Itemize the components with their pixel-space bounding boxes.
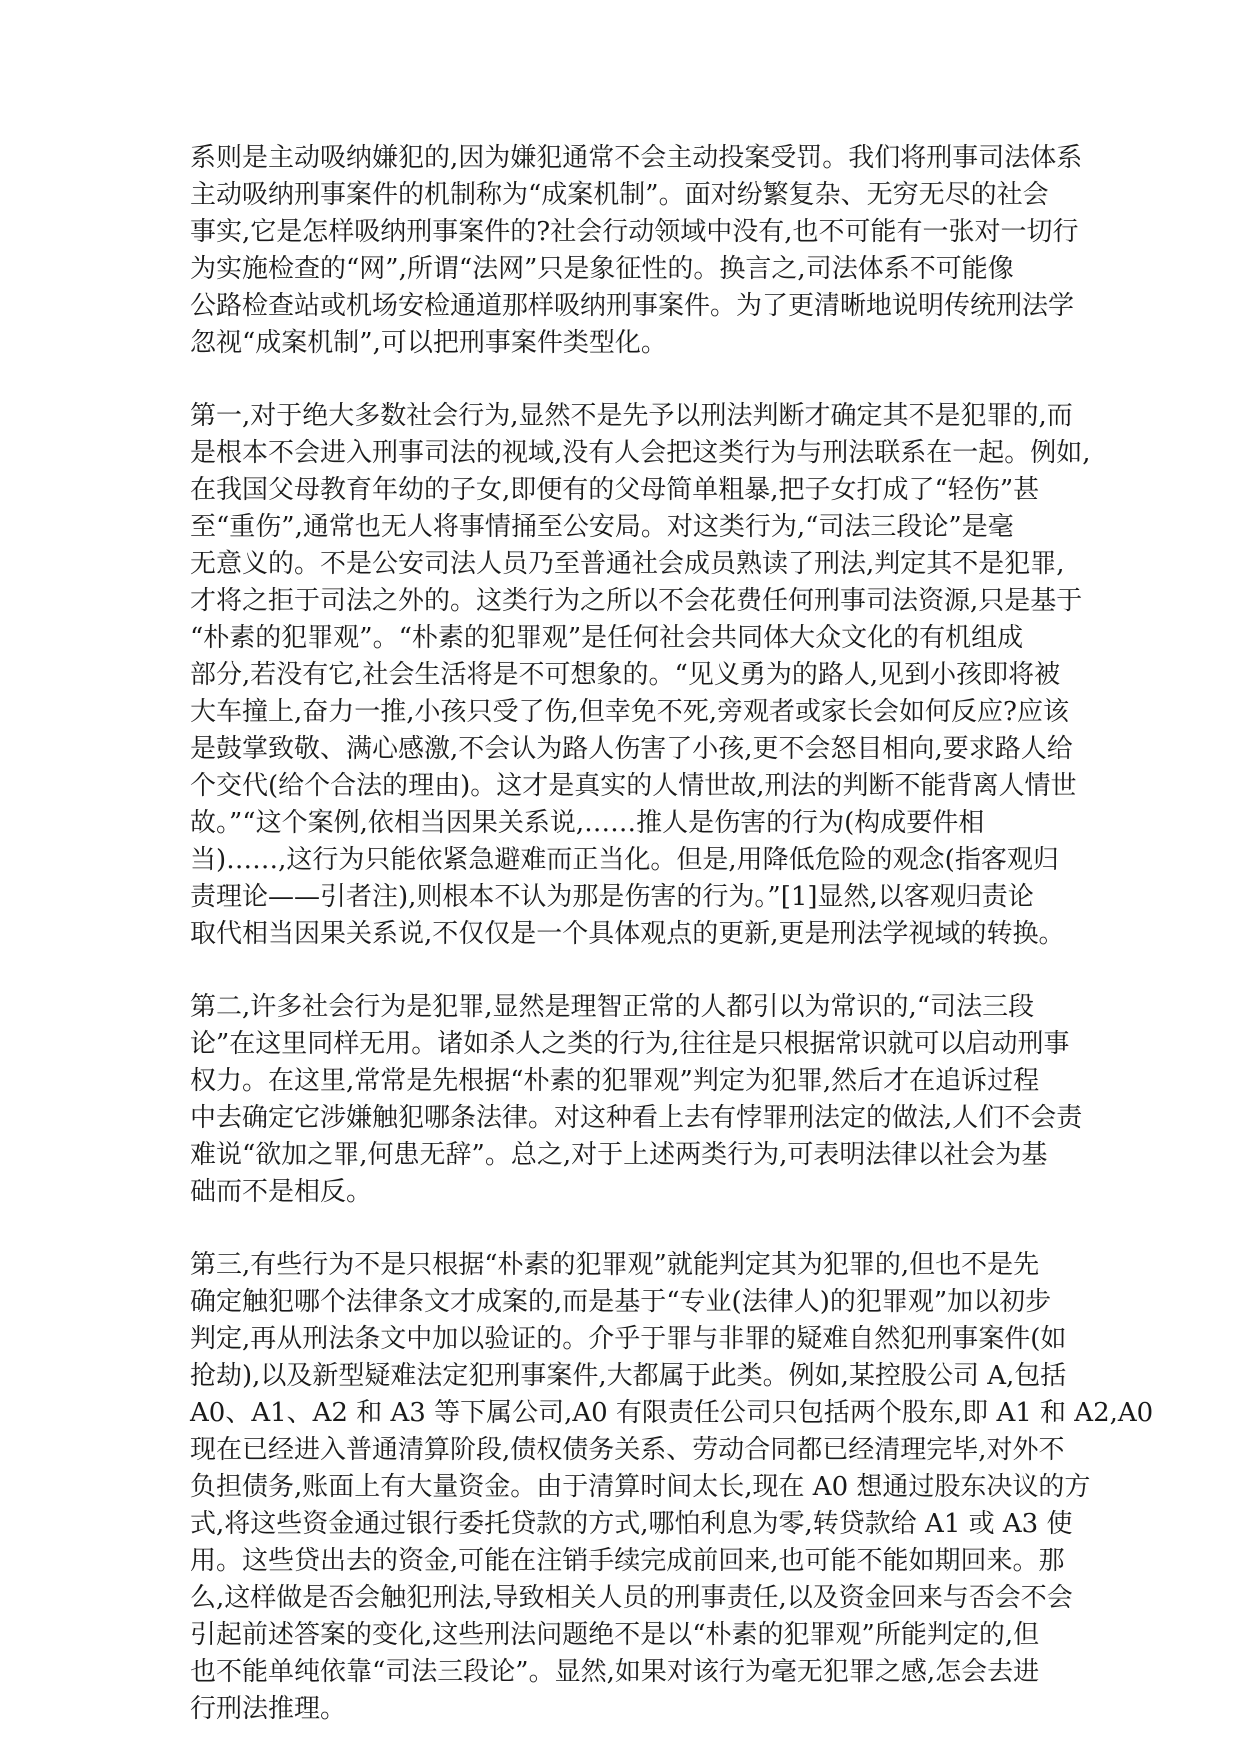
text-line: 系则是主动吸纳嫌犯的,因为嫌犯通常不会主动投案受罚。我们将刑事司法体系 [190, 143, 1083, 173]
text-line: 取代相当因果关系说,不仅仅是一个具体观点的更新,更是刑法学视域的转换。 [190, 919, 1065, 949]
text-line: 为实施检查的“网”,所谓“法网”只是象征性的。换言之,司法体系不可能像 [190, 254, 1014, 284]
text-line: 第一,对于绝大多数社会行为,显然不是先予以刑法判断才确定其不是犯罪的,而 [190, 401, 1073, 431]
text-line: 当)……,这行为只能依紧急避难而正当化。但是,用降低危险的观念(指客观归 [190, 845, 1059, 875]
text-line: 故。”“这个案例,依相当因果关系说,……推人是伤害的行为(构成要件相 [190, 808, 985, 838]
text-line: 无意义的。不是公安司法人员乃至普通社会成员熟读了刑法,判定其不是犯罪, [190, 549, 1065, 579]
text-line: 式,将这些资金通过银行委托贷款的方式,哪怕利息为零,转贷款给 A1 或 A3 使 [190, 1509, 1073, 1539]
text-line: 部分,若没有它,社会生活将是不可想象的。“见义勇为的路人,见到小孩即将被 [190, 660, 1061, 690]
text-line: 论”在这里同样无用。诸如杀人之类的行为,往往是只根据常识就可以启动刑事 [190, 1029, 1070, 1059]
text-line: 第二,许多社会行为是犯罪,显然是理智正常的人都引以为常识的,“司法三段 [190, 992, 1035, 1022]
text-line: 第三,有些行为不是只根据“朴素的犯罪观”就能判定其为犯罪的,但也不是先 [190, 1250, 1040, 1280]
paragraph [190, 1247, 1154, 1728]
text-line: 至“重伤”,通常也无人将事情捅至公安局。对这类行为,“司法三段论”是毫 [190, 512, 1014, 542]
paragraph [190, 989, 1083, 1211]
text-line: 判定,再从刑法条文中加以验证的。介乎于罪与非罪的疑难自然犯刑事案件(如 [190, 1324, 1067, 1354]
text-line: 中去确定它涉嫌触犯哪条法律。对这种看上去有悖罪刑法定的做法,人们不会责 [190, 1103, 1083, 1133]
paragraph [190, 140, 1083, 362]
text-line: 大车撞上,奋力一推,小孩只受了伤,但幸免不死,旁观者或家长会如何反应?应该 [190, 697, 1069, 727]
text-line: 在我国父母教育年幼的子女,即便有的父母简单粗暴,把子女打成了“轻伤”甚 [190, 475, 1040, 505]
document-body [190, 140, 1154, 1764]
text-line: 是根本不会进入刑事司法的视域,没有人会把这类行为与刑法联系在一起。例如, [190, 438, 1091, 468]
text-line: A0、A1、A2 和 A3 等下属公司,A0 有限责任公司只包括两个股东,即 A1 和 A2,A0 [190, 1398, 1154, 1428]
text-line: 行刑法推理。 [190, 1694, 347, 1724]
text-line: 是鼓掌致敬、满心感激,不会认为路人伤害了小孩,更不会怒目相向,要求路人给 [190, 734, 1073, 764]
text-line: 个交代(给个合法的理由)。这才是真实的人情世故,刑法的判断不能背离人情世 [190, 771, 1077, 801]
text-line: 权力。在这里,常常是先根据“朴素的犯罪观”判定为犯罪,然后才在追诉过程 [190, 1066, 1040, 1096]
text-line: 主动吸纳刑事案件的机制称为“成案机制”。面对纷繁复杂、无穷无尽的社会 [190, 180, 1049, 210]
text-line: 责理论——引者注),则根本不认为那是伤害的行为。”[1]显然,以客观归责论 [190, 882, 1034, 912]
text-line: 引起前述答案的变化,这些刑法问题绝不是以“朴素的犯罪观”所能判定的,但 [190, 1620, 1040, 1650]
text-line: 确定触犯哪个法律条文才成案的,而是基于“专业(法律人)的犯罪观”加以初步 [190, 1287, 1052, 1317]
text-line: 现在已经进入普通清算阶段,债权债务关系、劳动合同都已经清理完毕,对外不 [190, 1435, 1065, 1465]
paragraph [190, 398, 1091, 953]
text-line: 才将之拒于司法之外的。这类行为之所以不会花费任何刑事司法资源,只是基于 [190, 586, 1083, 616]
text-line: “朴素的犯罪观”。“朴素的犯罪观”是任何社会共同体大众文化的有机组成 [190, 623, 1024, 653]
text-line: 难说“欲加之罪,何患无辞”。总之,对于上述两类行为,可表明法律以社会为基 [190, 1140, 1048, 1170]
text-line: 事实,它是怎样吸纳刑事案件的?社会行动领域中没有,也不可能有一张对一切行 [190, 217, 1079, 247]
text-line: 抢劫),以及新型疑难法定犯刑事案件,大都属于此类。例如,某控股公司 A,包括 [190, 1361, 1067, 1391]
text-line: 负担债务,账面上有大量资金。由于清算时间太长,现在 A0 想通过股东决议的方 [190, 1472, 1091, 1502]
text-line: 公路检查站或机场安检通道那样吸纳刑事案件。为了更清晰地说明传统刑法学 [190, 291, 1075, 321]
text-line: 用。这些贷出去的资金,可能在注销手续完成前回来,也可能不能如期回来。那 [190, 1546, 1065, 1576]
text-line: 么,这样做是否会触犯刑法,导致相关人员的刑事责任,以及资金回来与否会不会 [190, 1583, 1073, 1613]
text-line: 也不能单纯依靠“司法三段论”。显然,如果对该行为毫无犯罪之感,怎会去进 [190, 1657, 1040, 1687]
text-line: 础而不是相反。 [190, 1177, 373, 1207]
text-line: 忽视“成案机制”,可以把刑事案件类型化。 [190, 328, 667, 358]
